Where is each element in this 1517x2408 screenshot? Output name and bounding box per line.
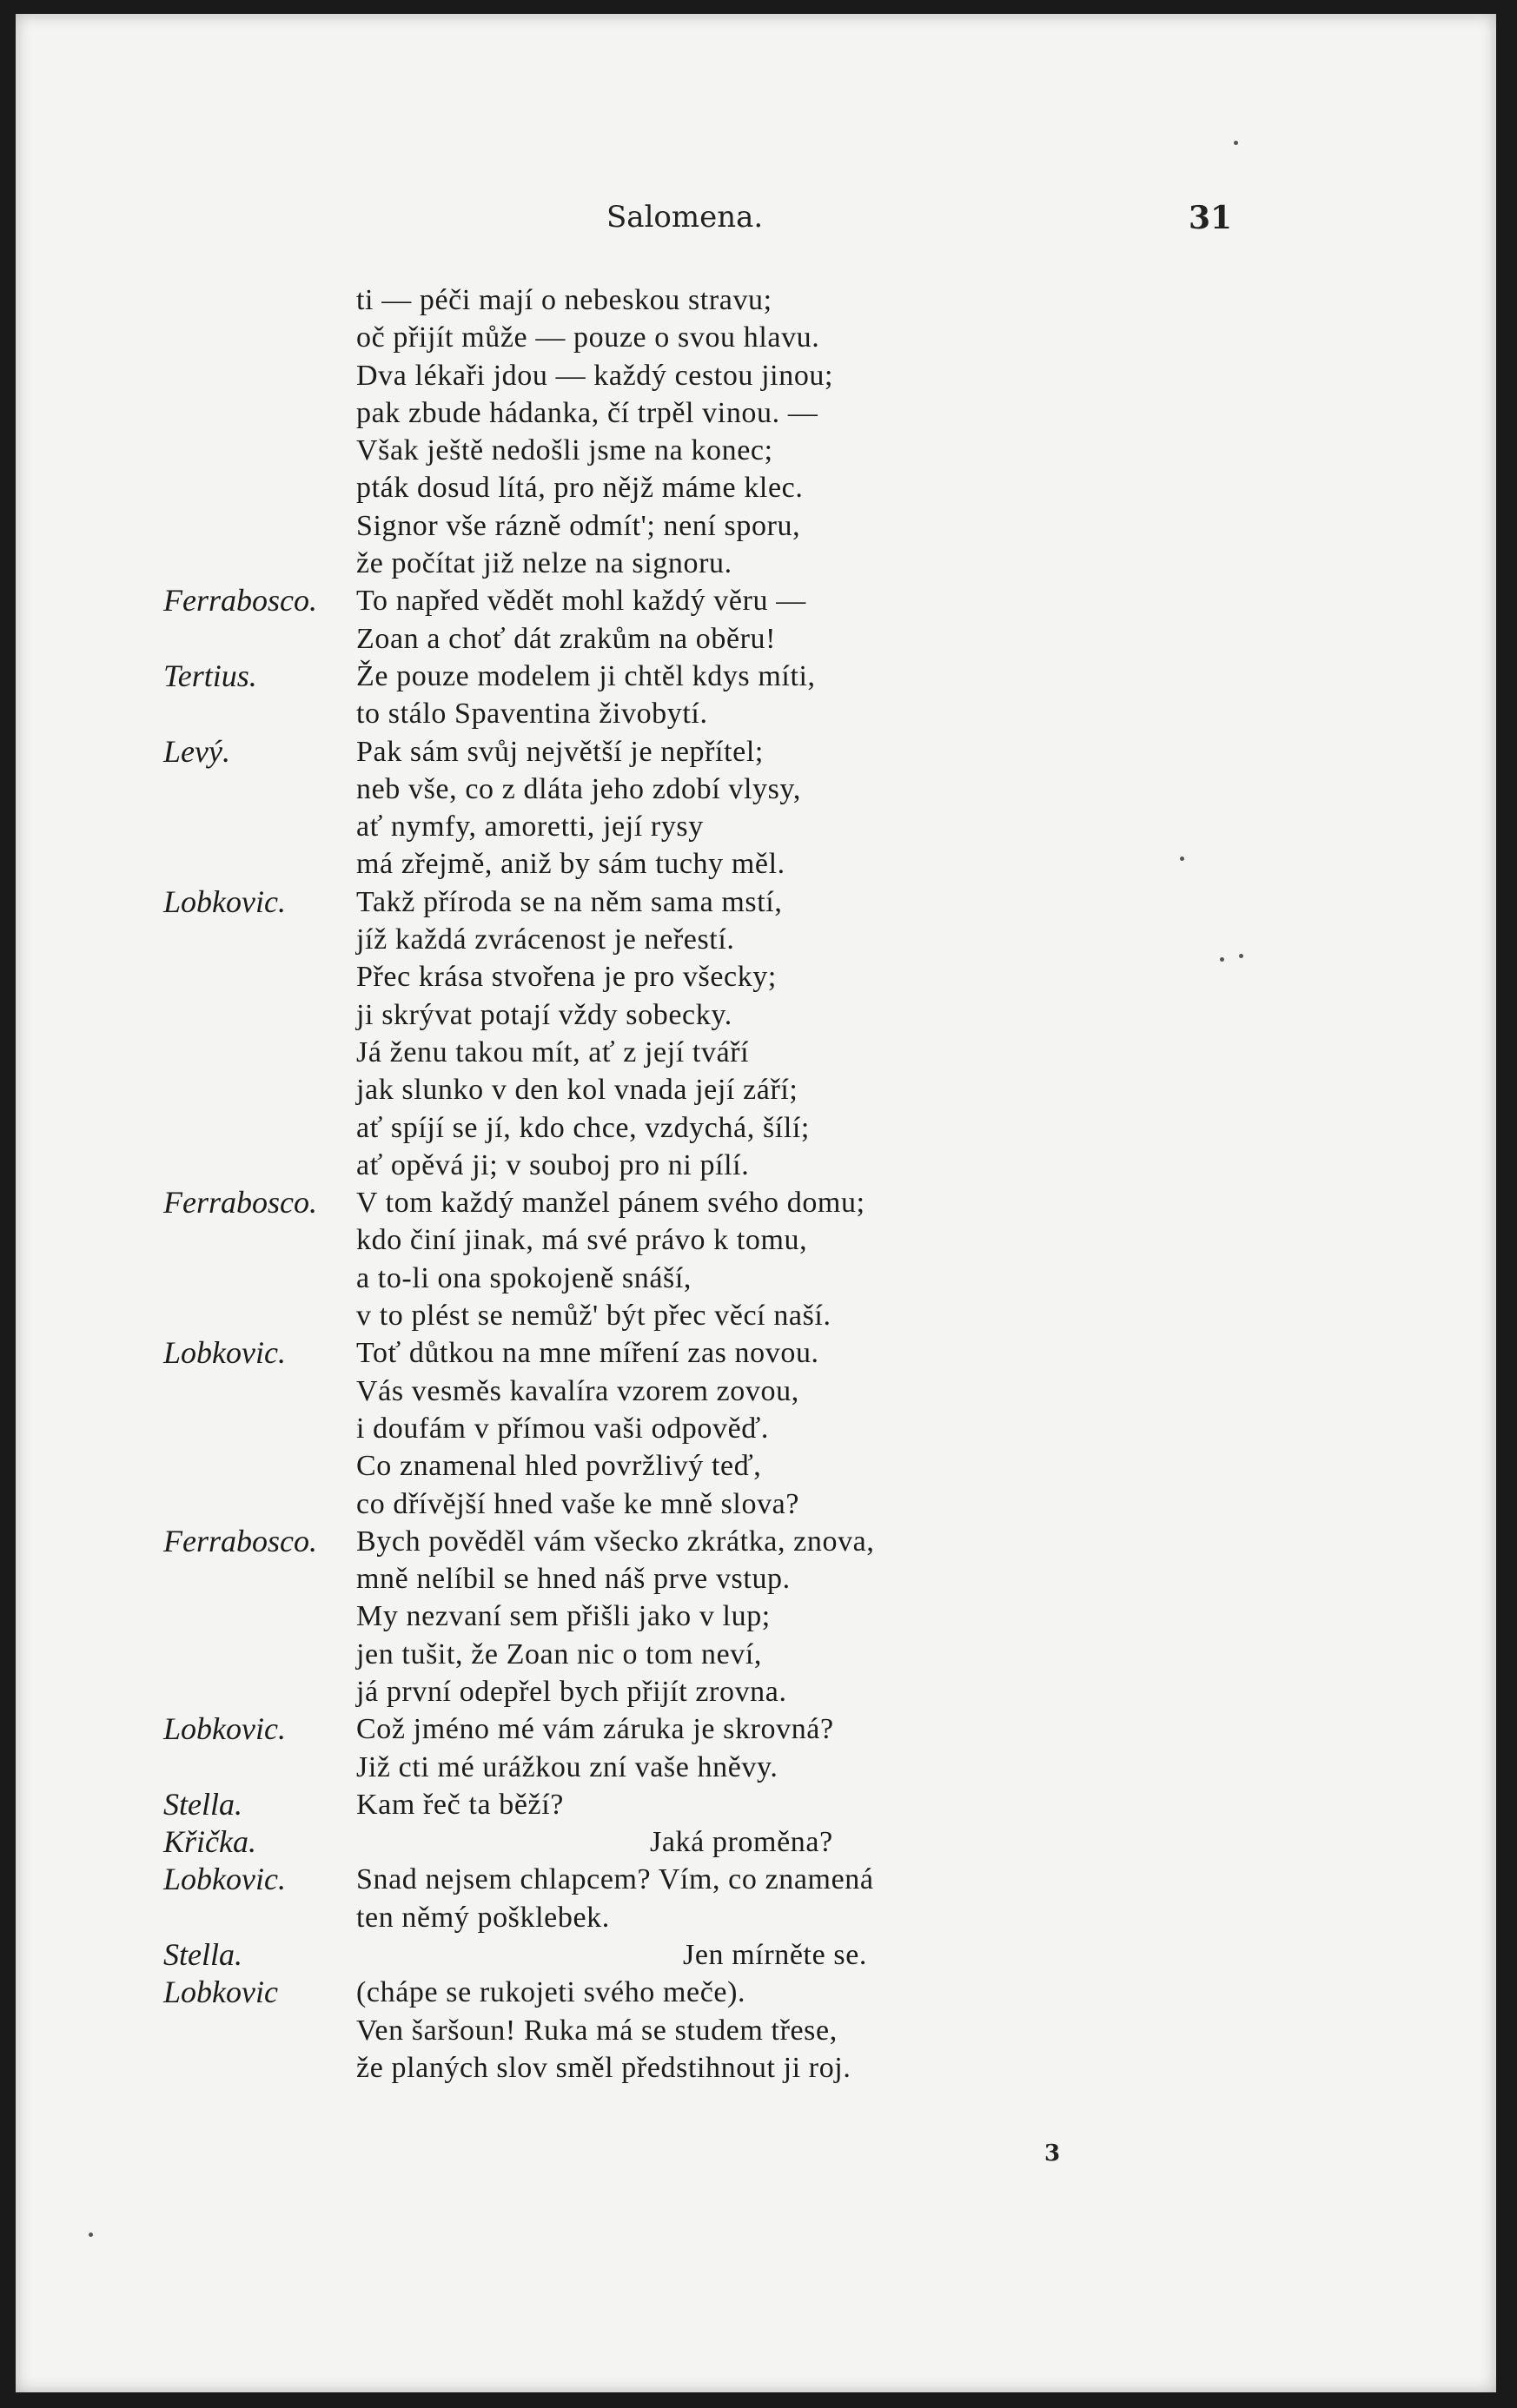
verse-line bbox=[16, 1673, 1496, 1710]
speaker-name: Ferrabosco. bbox=[163, 1523, 317, 1558]
verse-text-line: jak slunko v den kol vnada její září; bbox=[356, 1074, 798, 1107]
verse-line bbox=[16, 845, 1496, 883]
verse-line bbox=[16, 733, 1496, 771]
verse-text-line: Zoan a choť dát zrakům na oběru! bbox=[356, 622, 777, 655]
verse-line bbox=[16, 996, 1496, 1034]
verse-line bbox=[16, 1297, 1496, 1334]
verse-text-line: ti — péči mají o nebeskou stravu; bbox=[356, 284, 772, 316]
verse-line bbox=[16, 432, 1496, 469]
verse-text-line: že planých slov směl předstihnout ji roj. bbox=[356, 2051, 851, 2084]
verse-line bbox=[16, 1636, 1496, 1673]
verse-line bbox=[16, 2049, 1496, 2087]
verse-line bbox=[16, 771, 1496, 808]
verse-line bbox=[16, 1034, 1496, 1071]
verse-line bbox=[16, 1598, 1496, 1635]
verse-line bbox=[16, 1485, 1496, 1523]
verse-text-line: Že pouze modelem ji chtěl kdys míti, bbox=[356, 659, 816, 692]
verse-line bbox=[16, 545, 1496, 582]
page-header bbox=[16, 200, 1496, 243]
verse-line bbox=[16, 1523, 1496, 1560]
verse-line bbox=[16, 921, 1496, 958]
verse-line bbox=[16, 1260, 1496, 1297]
verse-line bbox=[16, 507, 1496, 545]
verse-line bbox=[16, 281, 1496, 319]
verse-text-line: ji skrývat potají vždy sobecky. bbox=[356, 998, 732, 1031]
verse-line bbox=[16, 1749, 1496, 1786]
speaker-name: Stella. bbox=[163, 1937, 242, 1973]
paper-speck bbox=[1239, 954, 1243, 958]
verse-text-line: ten němý pošklebek. bbox=[356, 1901, 610, 1934]
verse-text-line: Bych pověděl vám všecko zkrátka, znova, bbox=[356, 1525, 875, 1558]
verse-line bbox=[16, 1147, 1496, 1184]
verse-line bbox=[16, 1936, 1496, 1974]
running-title: Salomena. bbox=[606, 200, 764, 235]
verse-line bbox=[16, 883, 1496, 921]
verse-text-line: ať nymfy, amoretti, její rysy bbox=[356, 810, 704, 843]
verse-line bbox=[16, 695, 1496, 732]
verse-line bbox=[16, 1786, 1496, 1823]
verse-text-line: Již cti mé urážkou zní vaše hněvy. bbox=[356, 1750, 778, 1783]
speaker-name: Tertius. bbox=[163, 658, 257, 693]
verse-line bbox=[16, 2012, 1496, 2049]
verse-line bbox=[16, 1071, 1496, 1108]
verse-line bbox=[16, 620, 1496, 658]
verse-text-line: kdo činí jinak, má své právo k tomu, bbox=[356, 1224, 808, 1257]
speaker-name: Stella. bbox=[163, 1786, 242, 1822]
verse-text-line: to stálo Spaventina živobytí. bbox=[356, 698, 708, 731]
verse-text-line: My nezvaní sem přišli jako v lup; bbox=[356, 1600, 771, 1633]
verse-line bbox=[16, 1861, 1496, 1898]
verse-text-line: mně nelíbil se hned náš prve vstup. bbox=[356, 1563, 791, 1596]
verse-line bbox=[16, 1560, 1496, 1598]
verse-line bbox=[16, 1184, 1496, 1221]
verse-line bbox=[16, 1221, 1496, 1259]
verse-text-line: ať opěvá ji; v souboj pro ni pílí. bbox=[356, 1148, 750, 1181]
verse-line bbox=[16, 319, 1496, 356]
speaker-name: Ferrabosco. bbox=[163, 1185, 317, 1221]
speaker-name: Lobkovic. bbox=[163, 1335, 286, 1371]
verse-text-line: Jen mírněte se. bbox=[683, 1939, 867, 1972]
verse-text bbox=[16, 281, 1496, 2087]
speaker-name: Lobkovic bbox=[163, 1975, 278, 2010]
verse-line bbox=[16, 1447, 1496, 1485]
verse-text-line: jíž každá zvrácenost je neřestí. bbox=[356, 923, 735, 956]
verse-text-line: v to plést se nemůž' být přec věcí naší. bbox=[356, 1300, 831, 1333]
verse-text-line: i doufám v přímou vaši odpověď. bbox=[356, 1412, 769, 1445]
verse-text-line: Což jméno mé vám záruka je skrovná? bbox=[356, 1713, 834, 1746]
verse-text-line: Jaká proměna? bbox=[650, 1826, 833, 1859]
paper-speck bbox=[89, 2233, 93, 2237]
verse-text-line: Vás vesměs kavalíra vzorem zovou, bbox=[356, 1374, 799, 1407]
paper-speck bbox=[1180, 857, 1184, 861]
verse-line bbox=[16, 808, 1496, 845]
verse-text-line: neb vše, co z dláta jeho zdobí vlysy, bbox=[356, 772, 801, 805]
verse-text-line: co dřívější hned vaše ke mně slova? bbox=[356, 1487, 800, 1520]
verse-text-line: pak zbude hádanka, čí trpěl vinou. — bbox=[356, 396, 818, 429]
paper-speck bbox=[1220, 957, 1224, 962]
speaker-name: Křička. bbox=[163, 1824, 256, 1860]
verse-text-line: Však ještě nedošli jsme na konec; bbox=[356, 434, 773, 467]
verse-text-line: Signor vše rázně odmít'; není sporu, bbox=[356, 509, 801, 542]
speaker-name: Lobkovic. bbox=[163, 1862, 286, 1897]
verse-text-line: ať spíjí se jí, kdo chce, vzdychá, šílí; bbox=[356, 1111, 810, 1144]
verse-text-line: Pak sám svůj největší je nepřítel; bbox=[356, 735, 764, 768]
signature-mark: 3 bbox=[1044, 2140, 1061, 2167]
verse-line bbox=[16, 394, 1496, 432]
verse-text-line: má zřejmě, aniž by sám tuchy měl. bbox=[356, 848, 785, 881]
verse-text-line: Ven šaršoun! Ruka má se studem třese, bbox=[356, 2014, 838, 2047]
verse-line bbox=[16, 1373, 1496, 1410]
verse-text-line: Kam řeč ta běží? bbox=[356, 1788, 564, 1821]
verse-text-line: Já ženu takou mít, ať z její tváří bbox=[356, 1035, 750, 1068]
verse-line bbox=[16, 1823, 1496, 1861]
verse-text-line: (chápe se rukojeti svého meče). bbox=[356, 1976, 746, 2009]
speaker-name: Lobkovic. bbox=[163, 883, 286, 919]
book-page bbox=[16, 14, 1496, 2392]
verse-text-line: oč přijít může — pouze o svou hlavu. bbox=[356, 321, 820, 354]
speaker-name: Levý. bbox=[163, 733, 230, 769]
verse-line bbox=[16, 357, 1496, 394]
verse-text-line: pták dosud lítá, pro nějž máme klec. bbox=[356, 472, 804, 505]
verse-text-line: jen tušit, že Zoan nic o tom neví, bbox=[356, 1637, 763, 1670]
verse-text-line: Takž příroda se na něm sama mstí, bbox=[356, 885, 783, 918]
verse-line bbox=[16, 1410, 1496, 1447]
verse-text-line: já první odepřel bych přijít zrovna. bbox=[356, 1675, 787, 1708]
verse-line bbox=[16, 469, 1496, 506]
verse-text-line: a to-li ona spokojeně snáší, bbox=[356, 1261, 692, 1294]
verse-text-line: Přec krása stvořena je pro všecky; bbox=[356, 961, 777, 994]
verse-text-line: To napřed vědět mohl každý věru — bbox=[356, 585, 806, 618]
verse-line bbox=[16, 1109, 1496, 1147]
speaker-name: Ferrabosco. bbox=[163, 583, 317, 619]
verse-text-line: Dva lékaři jdou — každý cestou jinou; bbox=[356, 359, 834, 392]
verse-text-line: Co znamenal hled povržlivý teď, bbox=[356, 1450, 762, 1483]
verse-line bbox=[16, 1974, 1496, 2011]
verse-line bbox=[16, 1710, 1496, 1748]
page-number: 31 bbox=[1189, 200, 1233, 236]
verse-text-line: Snad nejsem chlapcem? Vím, co znamená bbox=[356, 1863, 874, 1896]
verse-text-line: V tom každý manžel pánem svého domu; bbox=[356, 1187, 865, 1220]
verse-text-line: že počítat již nelze na signoru. bbox=[356, 547, 732, 580]
verse-line bbox=[16, 582, 1496, 619]
verse-line bbox=[16, 658, 1496, 695]
verse-line bbox=[16, 958, 1496, 996]
verse-line bbox=[16, 1334, 1496, 1372]
speaker-name: Lobkovic. bbox=[163, 1711, 286, 1747]
verse-text-line: Toť důtkou na mne míření zas novou. bbox=[356, 1337, 819, 1370]
verse-line bbox=[16, 1899, 1496, 1936]
paper-speck bbox=[1234, 141, 1238, 145]
